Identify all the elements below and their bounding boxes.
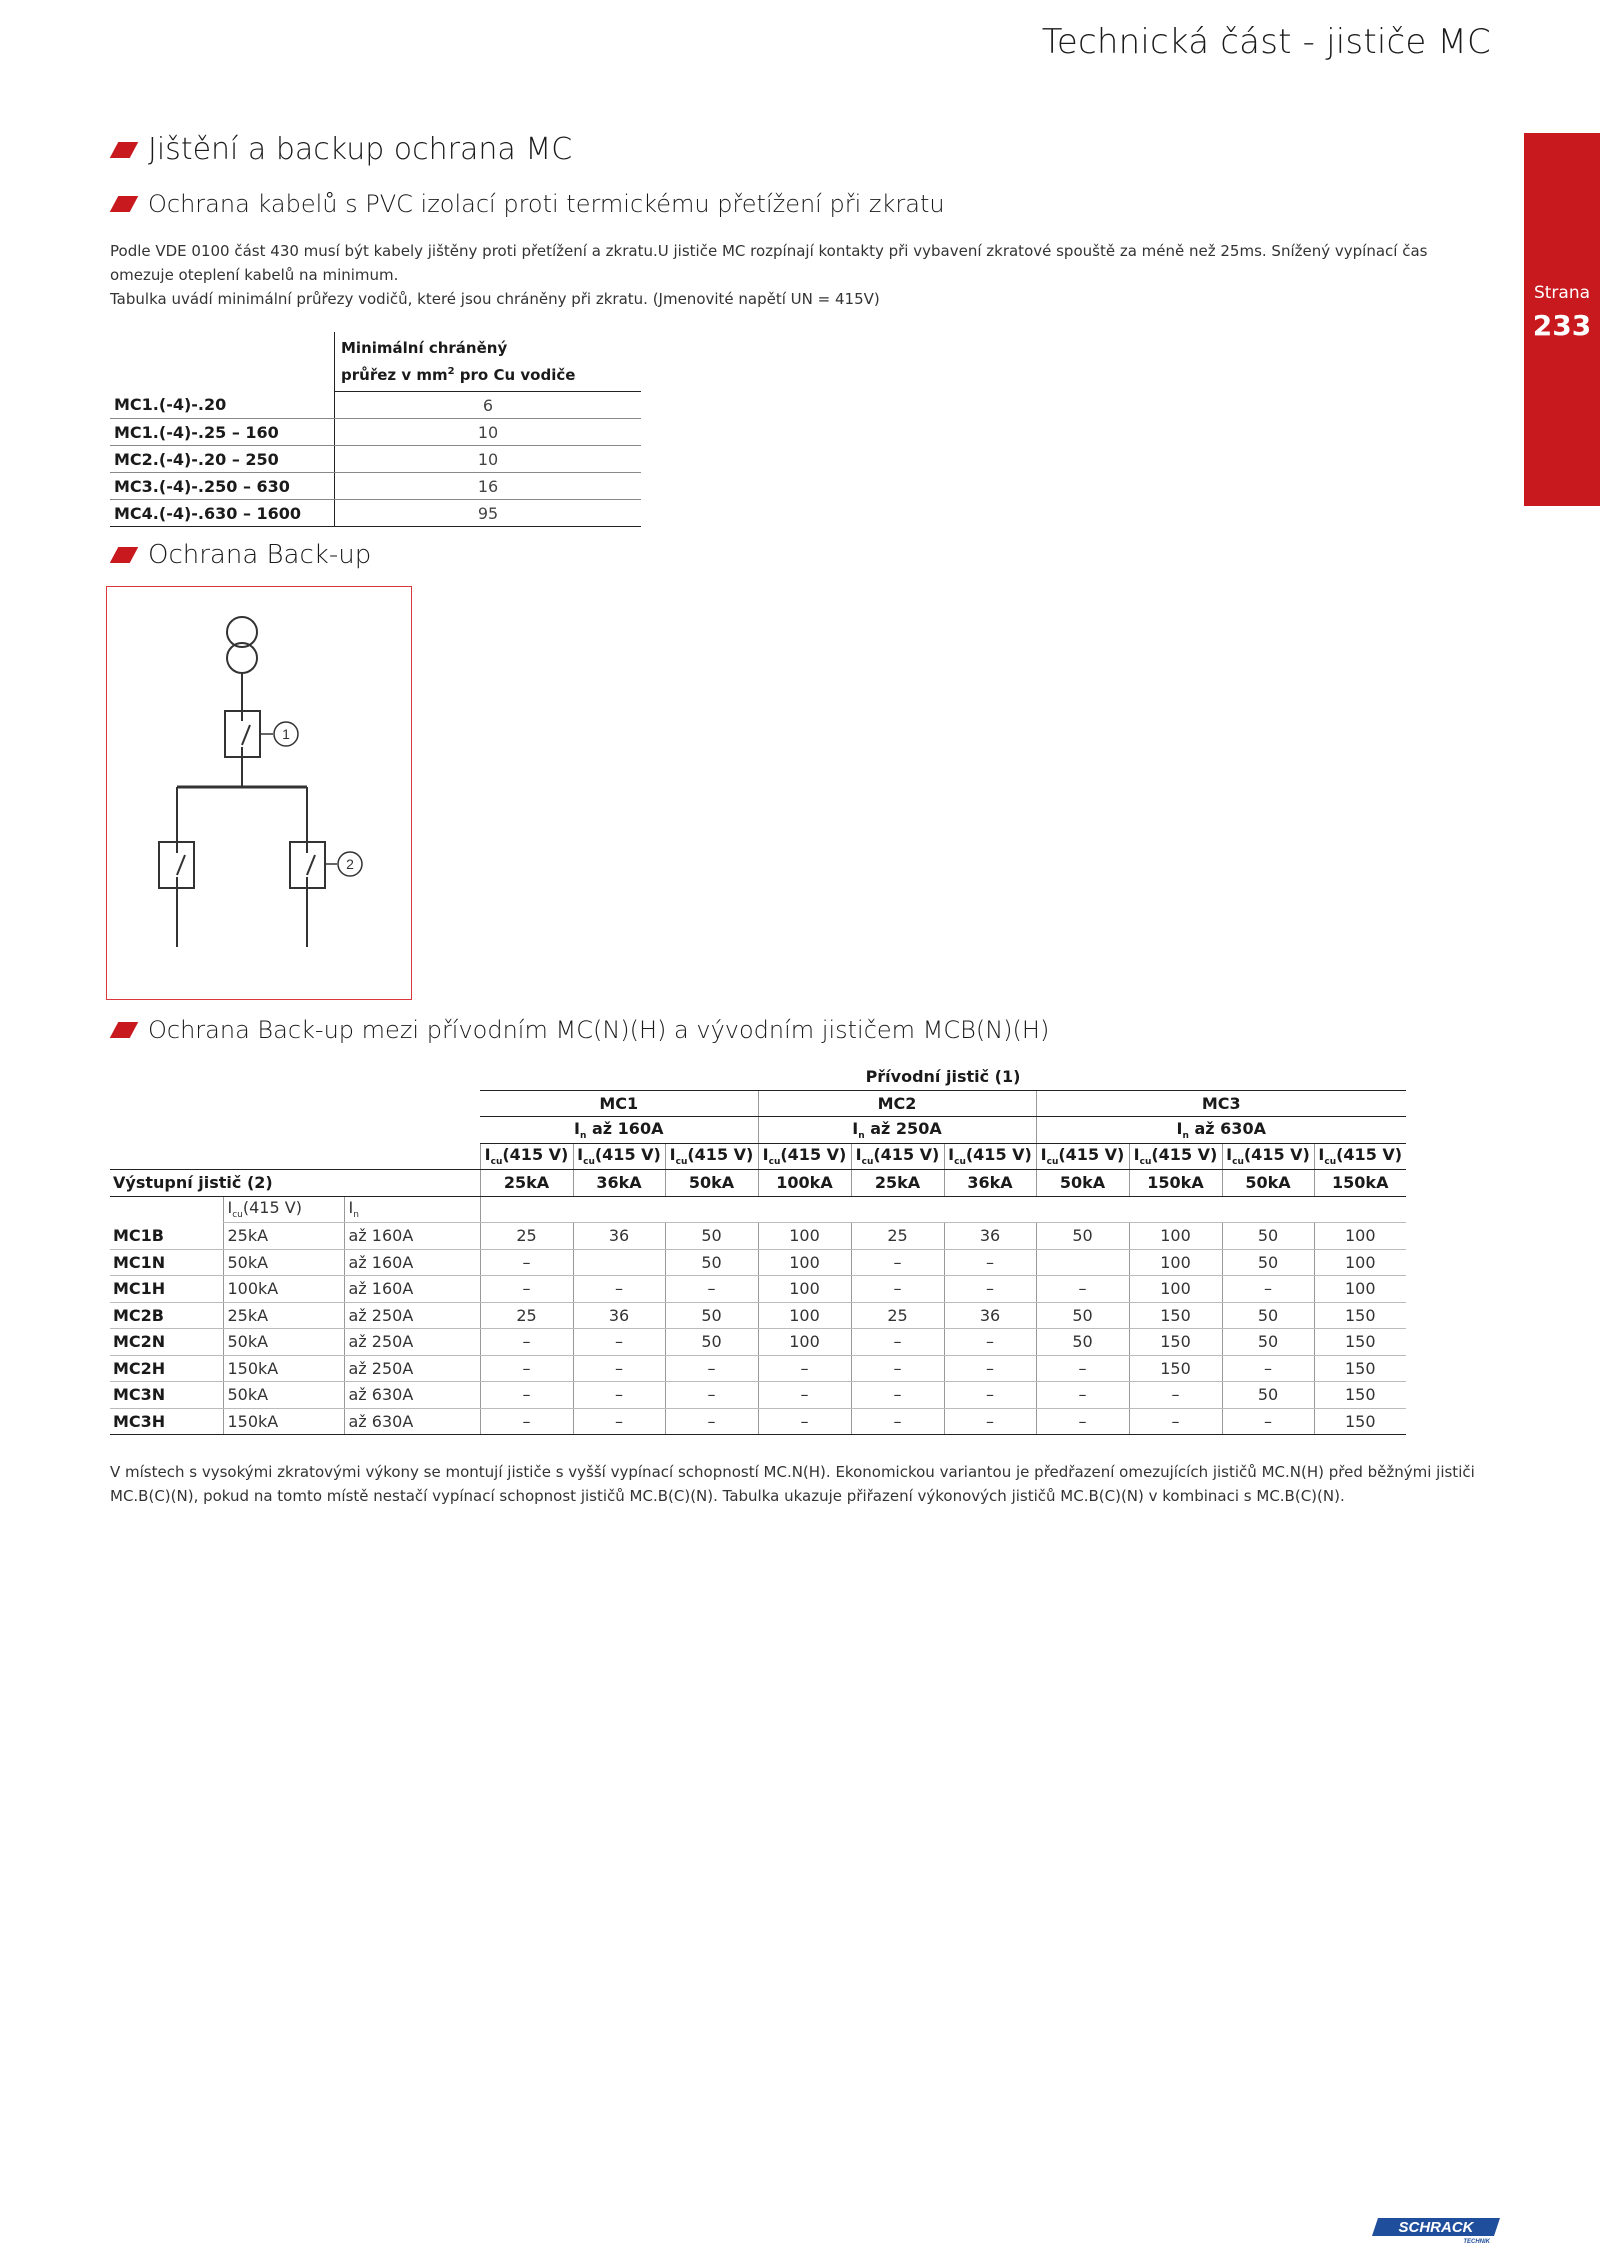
table-cell: –: [758, 1408, 851, 1435]
table-cell: 25: [851, 1302, 944, 1329]
section-marker-icon: [110, 1022, 139, 1038]
page-label: Strana: [1533, 283, 1591, 303]
schrack-logo: [1370, 2216, 1502, 2244]
table-cell: 150: [1314, 1382, 1406, 1409]
table-row: MC4.(-4)-.630 – 1600 95: [110, 500, 641, 527]
logo-icon: [1370, 2216, 1502, 2244]
switch-2-icon: [307, 855, 315, 875]
group-mc1: MC1: [480, 1090, 758, 1117]
rating-5: 36kA: [944, 1170, 1036, 1197]
table-cell: –: [944, 1276, 1036, 1303]
table-cell: –: [1036, 1408, 1129, 1435]
table-cell: 50: [665, 1223, 758, 1250]
table-cell: –: [665, 1408, 758, 1435]
table-row: MC1.(-4)-.20 6: [110, 392, 641, 419]
table-cell: –: [480, 1355, 573, 1382]
table-cell: 100: [1129, 1223, 1222, 1250]
table-row: MC1N 50kA až 160A – 50 100 – – 100 50 100: [110, 1249, 1406, 1276]
rating-6: 50kA: [1036, 1170, 1129, 1197]
table-cell: –: [573, 1329, 665, 1356]
table-cell: –: [480, 1276, 573, 1303]
table-cell: –: [944, 1249, 1036, 1276]
table-cell: 50: [665, 1329, 758, 1356]
table-cell: –: [1129, 1408, 1222, 1435]
table-cell: –: [480, 1408, 573, 1435]
backup-table: [110, 1064, 1406, 1435]
rating-9: 150kA: [1314, 1170, 1406, 1197]
table-row: MC1H 100kA až 160A – – – 100 – – – 100 – 100: [110, 1276, 1406, 1303]
paragraph-vde: Podle VDE 0100 část 430 musí být kabely jištěny proti přetížení a zkratu.U jističe MC rozpínají kontakty při vybavení zkratové spouště za méně než 25ms. Snížený vypínací čas omezuje oteplení kabelů na minimum.: [110, 242, 1428, 284]
icu-header-6: $I_{cu}(415$ V): [1036, 1143, 1129, 1170]
table-cell: 150: [1129, 1329, 1222, 1356]
table-cell: –: [944, 1329, 1036, 1356]
table-cell: –: [573, 1408, 665, 1435]
group-mc3-range: $I_n$ až 630A: [1036, 1117, 1406, 1144]
table-row: MC3N 50kA až 630A – – – – – – – – 50 150: [110, 1382, 1406, 1409]
table-cell: 150: [1129, 1302, 1222, 1329]
table-row: MC3H 150kA až 630A – – – – – – – – – 150: [110, 1408, 1406, 1435]
table-cell: 150: [1314, 1408, 1406, 1435]
page-title: Technická část - jističe MC: [1041, 22, 1491, 62]
table-cell: –: [665, 1276, 758, 1303]
table-cell: 50: [665, 1249, 758, 1276]
table-cell: –: [480, 1249, 573, 1276]
rating-1: 36kA: [573, 1170, 665, 1197]
table-cell: –: [1129, 1382, 1222, 1409]
table-cell: –: [944, 1382, 1036, 1409]
table-cell: –: [1222, 1408, 1314, 1435]
group-mc2: MC2: [758, 1090, 1036, 1117]
table-cell: 100: [758, 1329, 851, 1356]
table-cell: –: [573, 1382, 665, 1409]
svg-text:SCHRACK: SCHRACK: [1398, 2219, 1474, 2236]
sub-header-icu: $I_{cu}(415$ V): [223, 1196, 344, 1223]
section-title-text: Jištění a backup ochrana MC: [148, 132, 573, 167]
table-cell: –: [851, 1249, 944, 1276]
table-cell: 100: [758, 1249, 851, 1276]
callout-1: 1: [282, 726, 290, 742]
table-cell: –: [665, 1355, 758, 1382]
section-title-backup-protection: [108, 540, 371, 570]
table-header: Minimální chráněný průřez v $mm^2$ pro Cu vodiče: [335, 332, 642, 392]
table-cell: –: [758, 1355, 851, 1382]
group-mc1-range: $I_n$ až 160A: [480, 1117, 758, 1144]
icu-header-5: $I_{cu}(415$ V): [944, 1143, 1036, 1170]
section-title-backup-mc-mcb: [108, 1016, 1049, 1044]
table-row: MC3.(-4)-.250 – 630 16: [110, 473, 641, 500]
section-marker-icon: [110, 142, 139, 158]
table-cell: 150: [1129, 1355, 1222, 1382]
output-breaker-label: Výstupní jistič (2): [110, 1170, 480, 1197]
section-title-cables: [108, 190, 945, 218]
table-cell: –: [1036, 1382, 1129, 1409]
table-cell: 36: [573, 1223, 665, 1250]
table-row: MC1B 25kA až 160A 25 36 50 100 25 36 50 100 50 100: [110, 1223, 1406, 1250]
table-cell: 100: [758, 1302, 851, 1329]
table-cell: –: [1222, 1355, 1314, 1382]
table-cell: –: [851, 1329, 944, 1356]
table-cell: 50: [1222, 1382, 1314, 1409]
table-cell: 150: [1314, 1355, 1406, 1382]
table-cell: –: [480, 1329, 573, 1356]
table-cell: 36: [944, 1223, 1036, 1250]
table-cell: –: [480, 1382, 573, 1409]
table-cell: 100: [1129, 1249, 1222, 1276]
table-cell: 36: [944, 1302, 1036, 1329]
switch-1-icon: [242, 725, 250, 745]
table-row: MC2B 25kA až 250A 25 36 50 100 25 36 50 150 50 150: [110, 1302, 1406, 1329]
table-cell: 100: [1314, 1276, 1406, 1303]
table-cell: [573, 1249, 665, 1276]
table-cell: –: [851, 1276, 944, 1303]
table-cell: –: [1222, 1276, 1314, 1303]
table-cell: –: [944, 1408, 1036, 1435]
table-cell: 150: [1314, 1329, 1406, 1356]
section-title-text: Ochrana Back-up mezi přívodním MC(N)(H) a vývodním jističem MCB(N)(H): [148, 1016, 1050, 1044]
page-number: 233: [1532, 309, 1592, 342]
table-cell: 25: [480, 1302, 573, 1329]
table-cell: –: [851, 1355, 944, 1382]
table-cell: –: [944, 1355, 1036, 1382]
rating-2: 50kA: [665, 1170, 758, 1197]
section-title-text: Ochrana kabelů s PVC izolací proti termickému přetížení při zkratu: [148, 190, 945, 218]
table-cell: 100: [1129, 1276, 1222, 1303]
table-cell: 36: [573, 1302, 665, 1329]
rating-8: 50kA: [1222, 1170, 1314, 1197]
table-cell: [1036, 1249, 1129, 1276]
table-cell: –: [665, 1382, 758, 1409]
table-cell: –: [1036, 1276, 1129, 1303]
table-cell: 150: [1314, 1302, 1406, 1329]
table-row: MC2.(-4)-.20 – 250 10: [110, 446, 641, 473]
table-cell: 50: [1036, 1329, 1129, 1356]
icu-header-1: $I_{cu}(415$ V): [573, 1143, 665, 1170]
group-mc3: MC3: [1036, 1090, 1406, 1117]
paragraph-table-intro: Tabulka uvádí minimální průřezy vodičů, které jsou chráněny při zkratu. (Jmenovité napětí UN = 415V): [110, 290, 880, 308]
backup-diagram: [106, 586, 412, 1000]
cross-section-table: [110, 332, 641, 527]
table-cell: 50: [1036, 1302, 1129, 1329]
svg-text:TECHNIK: TECHNIK: [1463, 2239, 1490, 2244]
table-cell: 100: [1314, 1223, 1406, 1250]
icu-header-9: $I_{cu}(415$ V): [1314, 1143, 1406, 1170]
group-mc2-range: $I_n$ až 250A: [758, 1117, 1036, 1144]
icu-header-2: $I_{cu}(415$ V): [665, 1143, 758, 1170]
table-cell: –: [851, 1408, 944, 1435]
sub-header-in: $I_n$: [344, 1196, 480, 1223]
section-title-text: Ochrana Back-up: [148, 540, 372, 570]
table-cell: 50: [1036, 1223, 1129, 1250]
table-cell: 50: [1222, 1249, 1314, 1276]
callout-2: 2: [346, 856, 354, 872]
rating-7: 150kA: [1129, 1170, 1222, 1197]
table-cell: 25: [480, 1223, 573, 1250]
table-cell: 50: [1222, 1223, 1314, 1250]
rating-0: 25kA: [480, 1170, 573, 1197]
table-cell: –: [573, 1355, 665, 1382]
rating-4: 25kA: [851, 1170, 944, 1197]
table-cell: –: [758, 1382, 851, 1409]
table-cell: 50: [1222, 1302, 1314, 1329]
table-cell: –: [851, 1382, 944, 1409]
table-row: MC1.(-4)-.25 – 160 10: [110, 419, 641, 446]
icu-header-8: $I_{cu}(415$ V): [1222, 1143, 1314, 1170]
table-cell: –: [1036, 1355, 1129, 1382]
paragraph-backup-note: V místech s vysokými zkratovými výkony se montují jističe s vyšší vypínací schopností MC.N(H). Ekonomickou variantou je předřazení omezujících jističů MC.N(H) před běžnými jističi MC.B(C)(N), pokud na tomto místě nestačí vypínací schopnost jističů MC.B(C)(N). Tabulka ukazuje přiřazení výkonových jističů MC.B(C)(N) v kombinaci s MC.B(C)(N).: [110, 1463, 1475, 1505]
icu-header-3: $I_{cu}(415$ V): [758, 1143, 851, 1170]
section-marker-icon: [110, 196, 139, 212]
table-cell: 100: [1314, 1249, 1406, 1276]
section-marker-icon: [110, 547, 139, 563]
circuit-diagram: [107, 587, 411, 999]
table-cell: 100: [758, 1276, 851, 1303]
icu-header-0: $I_{cu}(415$ V): [480, 1143, 573, 1170]
table-cell: –: [573, 1276, 665, 1303]
table-cell: 50: [1222, 1329, 1314, 1356]
page-number-tab: [1524, 133, 1600, 506]
icu-header-4: $I_{cu}(415$ V): [851, 1143, 944, 1170]
table-cell: 100: [758, 1223, 851, 1250]
table-row: MC2H 150kA až 250A – – – – – – – 150 – 150: [110, 1355, 1406, 1382]
supply-breaker-label: Přívodní jistič (1): [480, 1064, 1406, 1090]
table-row: MC2N 50kA až 250A – – 50 100 – – 50 150 50 150: [110, 1329, 1406, 1356]
icu-header-7: $I_{cu}(415$ V): [1129, 1143, 1222, 1170]
table-cell: 50: [665, 1302, 758, 1329]
rating-3: 100kA: [758, 1170, 851, 1197]
table-cell: 25: [851, 1223, 944, 1250]
section-title-backup: [108, 132, 572, 167]
